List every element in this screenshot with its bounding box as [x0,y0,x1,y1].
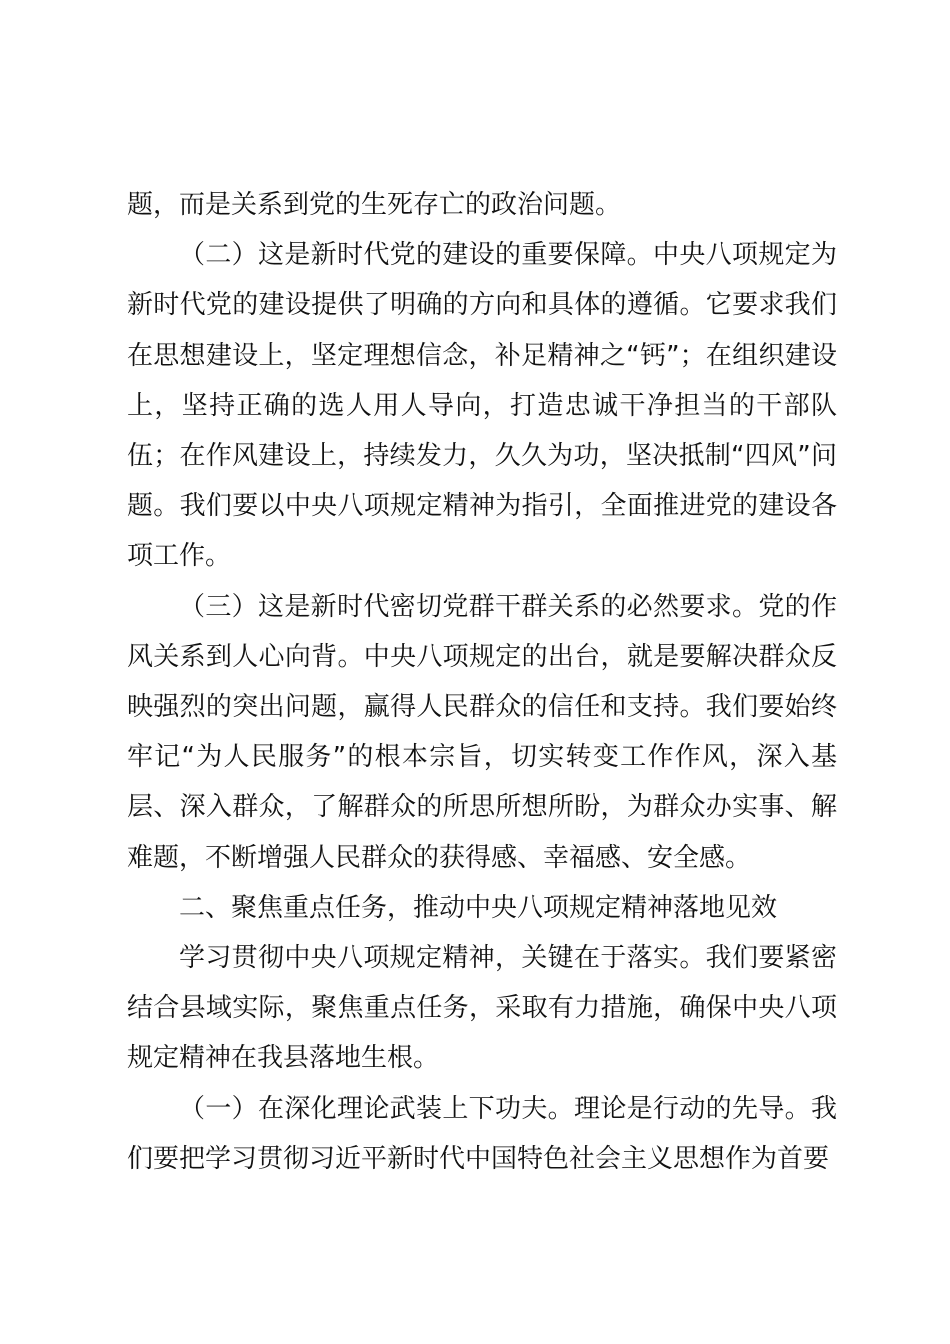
paragraph-subsection-1: （一）在深化理论武装上下功夫。理论是行动的先导。我们要把学习贯彻习近平新时代中国特色社会主义思想作为首要 [127,1093,837,1174]
paragraph-section-2: （二）这是新时代党的建设的重要保障。中央八项规定为新时代党的建设提供了明确的方向和具体的遵循。它要求我们在思想建设上，坚定理想信念，补足精神之“钙”；在组织建设上，坚持正确的选人用人导向，打造忠诚干净担当的干部队伍；在作风建设上，持续发力，久久为功，坚决抵制“四风”问题。我们要以中央八项规定精神为指引，全面推进党的建设各项工作。 [127,240,837,572]
section-heading: 二、聚焦重点任务，推动中央八项规定精神落地见效 [179,892,778,923]
document-body [127,180,837,1184]
paragraph-intro: 学习贯彻中央八项规定精神，关键在于落实。我们要紧密结合县域实际，聚焦重点任务，采取有力措施，确保中央八项规定精神在我县落地生根。 [127,943,837,1074]
paragraph-section-3: （三）这是新时代密切党群干群关系的必然要求。党的作风关系到人心向背。中央八项规定的出台，就是要解决群众反映强烈的突出问题，赢得人民群众的信任和支持。我们要始终牢记“为人民服务”的根本宗旨，切实转变工作作风，深入基层、深入群众，了解群众的所思所想所盼，为群众办实事、解难题，不断增强人民群众的获得感、幸福感、安全感。 [127,591,837,873]
paragraph-continuation: 题，而是关系到党的生死存亡的政治问题。 [127,190,622,220]
